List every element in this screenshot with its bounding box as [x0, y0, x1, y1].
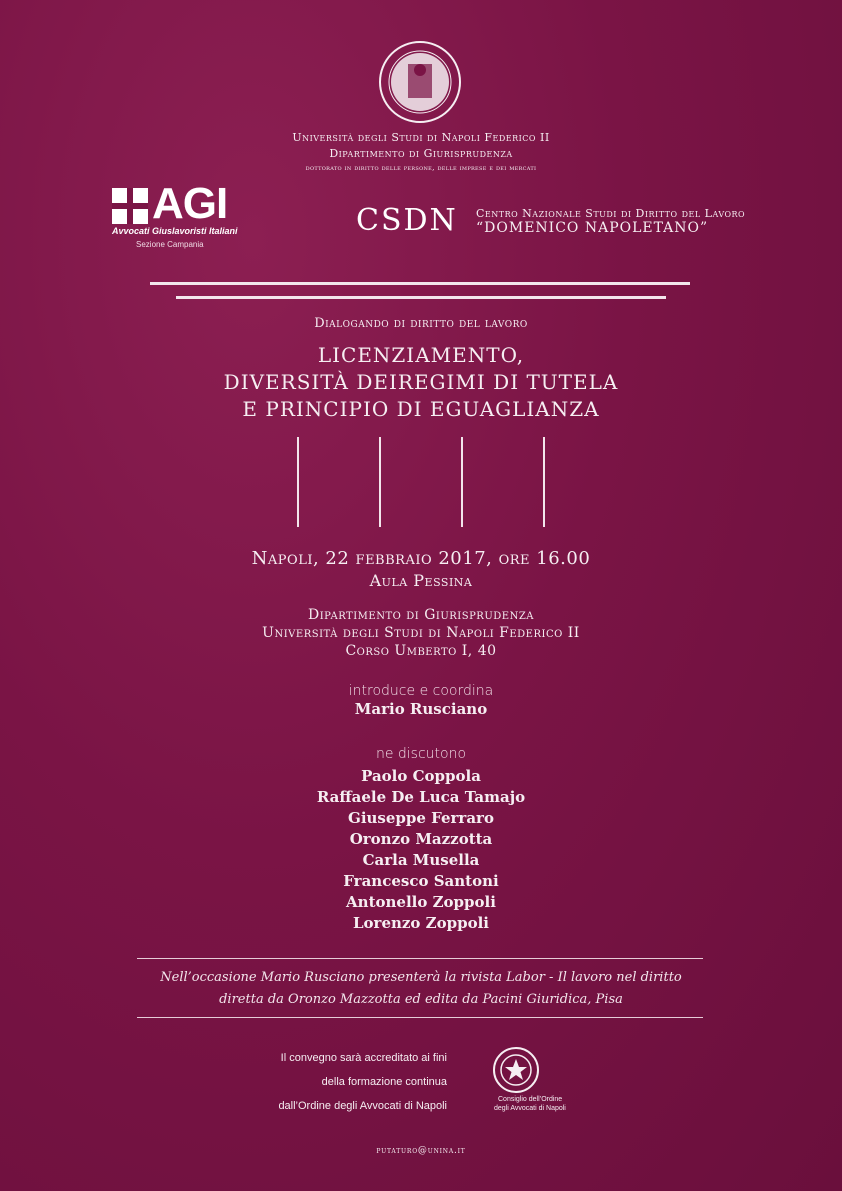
discussant-name: Paolo Coppola	[361, 767, 481, 785]
ordine-line1: Consiglio dell’Ordine	[498, 1096, 563, 1103]
decorative-column-line	[379, 437, 381, 527]
doctorate-name: dottorato in diritto delle persone, delle imprese e dei mercati	[305, 163, 537, 172]
discussant-name: Lorenzo Zoppoli	[353, 914, 489, 932]
coordinator-name: Mario Rusciano	[354, 700, 488, 718]
decorative-column-line	[543, 437, 545, 527]
address-line: Università degli Studi di Napoli Federico II	[262, 625, 580, 641]
university-seal-icon	[378, 40, 462, 124]
csdn-fullname: Centro Nazionale Studi di Diritto del Lavoro	[476, 207, 746, 220]
accreditation-line: Il convegno sarà accreditato ai fini	[280, 1052, 447, 1064]
discussants-label: ne discutono	[375, 746, 467, 762]
accreditation-line: della formazione continua	[321, 1076, 447, 1088]
event-title-line2: DIVERSITÀ DEIREGIMI DI TUTELA	[223, 370, 619, 394]
note-line2: diretta da Oronzo Mazzotta ed edita da Pacini Giuridica, Pisa	[219, 992, 623, 1007]
discussant-name: Giuseppe Ferraro	[348, 809, 494, 827]
note-divider-top	[137, 958, 703, 959]
discussant-name: Raffaele De Luca Tamajo	[316, 788, 526, 806]
agi-cross-icon	[112, 188, 148, 224]
event-title-line1: LICENZIAMENTO,	[317, 343, 525, 367]
csdn-acronym: CSDN	[356, 203, 458, 238]
discussant-name: Antonello Zoppoli	[346, 893, 496, 911]
department-name: Dipartimento di Giurisprudenza	[329, 147, 513, 160]
agi-section: Sezione Campania	[136, 240, 204, 249]
event-series: Dialogando di diritto del lavoro	[314, 316, 528, 331]
contact-email[interactable]: putaturo@unina.it	[376, 1146, 466, 1156]
republic-emblem-icon	[490, 1044, 542, 1096]
discussant-name: Oronzo Mazzotta	[349, 830, 493, 848]
divider-top	[150, 282, 690, 285]
discussant-name: Francesco Santoni	[343, 872, 499, 890]
discussant-name: Carla Musella	[362, 851, 480, 869]
event-title-line3: E PRINCIPIO DI EGUAGLIANZA	[242, 397, 600, 421]
csdn-dedication: “DOMENICO NAPOLETANO”	[476, 220, 709, 236]
note-line1: Nell’occasione Mario Rusciano presenterà la rivista Labor - Il lavoro nel diritto	[160, 970, 682, 985]
university-name: Università degli Studi di Napoli Federico II	[292, 131, 550, 144]
agi-name: AGI	[152, 179, 228, 228]
event-date: Napoli, 22 febbraio 2017, ore 16.00	[251, 548, 591, 569]
note-divider-bottom	[137, 1017, 703, 1018]
divider-bottom	[176, 296, 666, 299]
address-line: Dipartimento di Giurisprudenza	[307, 607, 535, 623]
agi-logo	[112, 179, 252, 256]
intro-label: introduce e coordina	[348, 683, 494, 699]
ordine-line2: degli Avvocati di Napoli	[494, 1105, 566, 1112]
decorative-column-line	[461, 437, 463, 527]
address-line: Corso Umberto I, 40	[345, 643, 497, 659]
agi-subtitle: Avvocati Giuslavoristi Italiani	[112, 226, 238, 236]
decorative-column-line	[297, 437, 299, 527]
accreditation-line: dall’Ordine degli Avvocati di Napoli	[278, 1100, 447, 1112]
event-room: Aula Pessina	[369, 571, 473, 590]
